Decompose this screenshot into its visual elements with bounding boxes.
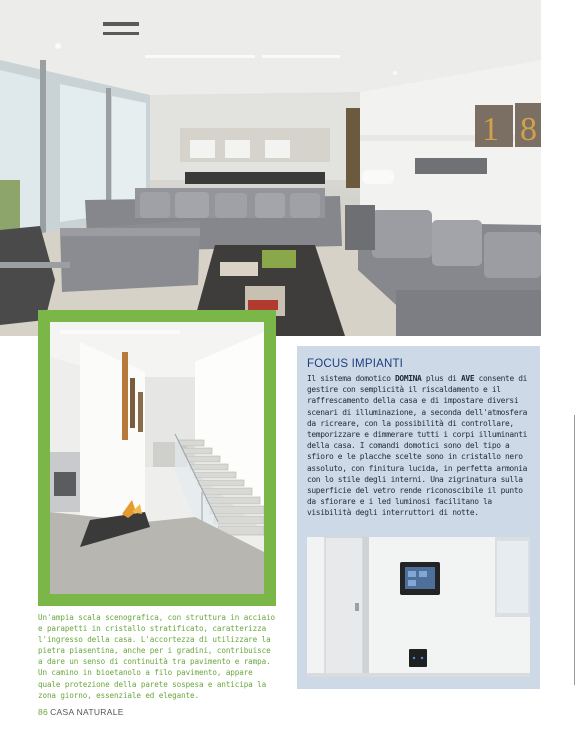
page-edge-rule [574,415,575,685]
page-number: 86 [38,707,49,717]
brand-domina: DOMINA [395,374,422,383]
staircase-photo-frame [38,310,276,606]
touch-panel-illustration [307,537,530,677]
staircase-photo [50,322,264,594]
focus-impianti-box [297,346,540,689]
focus-body-text: consente di gestire con semplicità il riscaldamento e il raffrescamento della casa e di impostare diversi scenari di illuminazione, a seconda dell'atmosfera da ricreare, con la possibilità di controllare, temporizzare e dimmerare tutti i corpi illuminanti della casa. I comandi domotici sono del tipo a sfioro e le placche scelte sono in cristallo nero assoluto, con finitura lucida, in perfetta armonia con lo stile degli interni. Una zigrinatura sulla superficie del vetro rende riconoscibile il punto da sfiorare e i led luminosi facilitano la visibilità degli interruttori di notte. [307,374,528,518]
brand-ave: AVE [461,374,475,383]
living-room-photo [0,0,541,336]
page-folio [38,707,124,717]
staircase-caption: Un'ampia scala scenografica, con struttura in acciaio e parapetti in cristallo stratificato, caratterizza l'ingresso della casa. L'accortezza di utilizzare la pietra piasentina, anche per i gradini, contribuisce a dare un senso di continuità tra pavimento e rampa. Un camino in bioetanolo a filo pavimento, appare quale protezione della parete sospesa e anticipa la zona giorno, essenziale ed elegante. [38,613,276,700]
staircase-illustration [50,322,264,594]
magazine-name: CASA NATURALE [50,707,124,717]
focus-body-text: Il sistema domotico [307,374,396,383]
focus-body-text: plus di [421,374,462,383]
svg-text:1: 1 [482,111,499,148]
touch-panel-photo [307,537,530,677]
focus-title: FOCUS IMPIANTI [307,358,404,370]
living-room-illustration [0,0,541,336]
focus-body [307,373,530,519]
svg-text:8: 8 [520,111,537,148]
